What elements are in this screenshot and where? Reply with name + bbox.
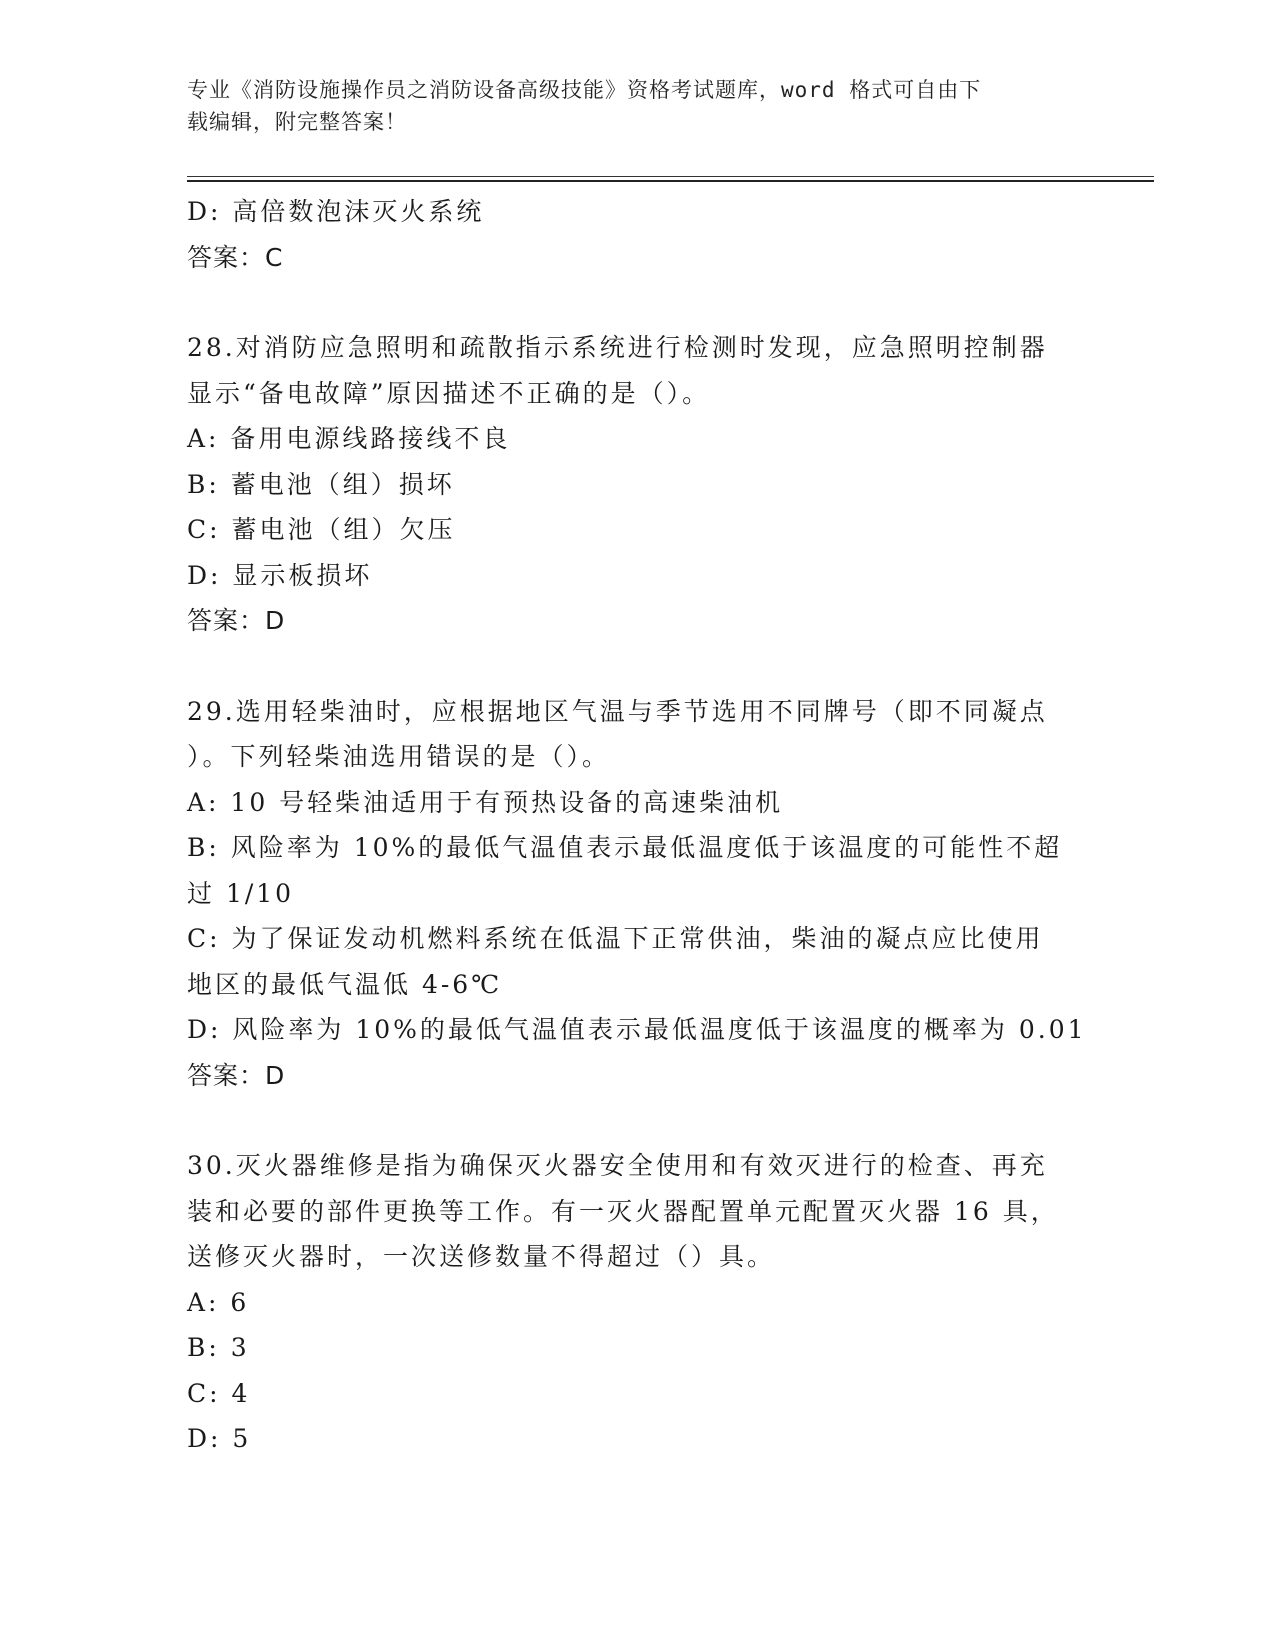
q28-stem-line-2: 显示“备电故障”原因描述不正确的是（）。	[187, 378, 711, 408]
q30-option-b: B: 3	[187, 1333, 250, 1362]
q30-stem-line-3: 送修灭火器时，一次送修数量不得超过（）具。	[187, 1242, 776, 1271]
header-line-2: 载编辑，附完整答案！	[187, 110, 407, 134]
q27-option-d: D: 高倍数泡沫灭火系统	[187, 197, 485, 226]
q30-option-d: D: 5	[187, 1424, 252, 1453]
document-header	[187, 74, 1067, 138]
q29-stem-line-1: 29.选用轻柴油时，应根据地区气温与季节选用不同牌号（即不同凝点	[187, 696, 1048, 726]
question-30	[187, 1143, 1087, 1462]
q30-stem-line-1: 30.灭火器维修是指为确保灭火器安全使用和有效灭进行的检查、再充	[187, 1151, 1048, 1180]
q29-answer: 答案：D	[187, 1060, 286, 1090]
q28-stem-line-1: 28.对消防应急照明和疏散指示系统进行检测时发现，应急照明控制器	[187, 333, 1048, 362]
header-divider-thin	[187, 176, 1154, 177]
q28-option-b: B: 蓄电池（组）损坏	[187, 469, 455, 499]
q30-stem-line-2: 装和必要的部件更换等工作。有一灭火器配置单元配置灭火器 16 具，	[187, 1196, 1059, 1226]
q30-option-c: C: 4	[187, 1378, 251, 1408]
q29-option-a: A: 10 号轻柴油适用于有预热设备的高速柴油机	[187, 787, 784, 817]
q28-option-c: C: 蓄电池（组）欠压	[187, 515, 456, 544]
q29-stem-line-2: ）。下列轻柴油选用错误的是（）。	[187, 742, 611, 771]
q29-option-c-line-1: C: 为了保证发动机燃料系统在低温下正常供油，柴油的凝点应比使用	[187, 924, 1044, 953]
q27-answer: 答案：C	[187, 242, 284, 272]
q28-option-a: A: 备用电源线路接线不良	[187, 424, 511, 453]
q28-option-d: D: 显示板损坏	[187, 560, 373, 590]
question-list	[187, 189, 1087, 1462]
q28-answer: 答案：D	[187, 606, 286, 635]
q29-option-b-line-2: 过 1/10	[187, 878, 295, 908]
question-28	[187, 325, 1087, 644]
q29-option-b-line-1: B: 风险率为 10%的最低气温值表示最低温度低于该温度的可能性不超	[187, 833, 1063, 862]
header-divider-thick	[187, 180, 1154, 182]
q30-option-a: A: 6	[187, 1287, 250, 1317]
q29-option-d: D: 风险率为 10%的最低气温值表示最低温度低于该温度的概率为 0.01	[187, 1015, 1087, 1044]
question-29	[187, 689, 1087, 1099]
spacer	[187, 1098, 1087, 1143]
header-line-1: 专业《消防设施操作员之消防设备高级技能》资格考试题库，word 格式可自由下	[187, 78, 982, 102]
q29-option-c-line-2: 地区的最低气温低 4-6℃	[187, 969, 503, 999]
spacer	[187, 280, 1087, 325]
spacer	[187, 644, 1087, 689]
